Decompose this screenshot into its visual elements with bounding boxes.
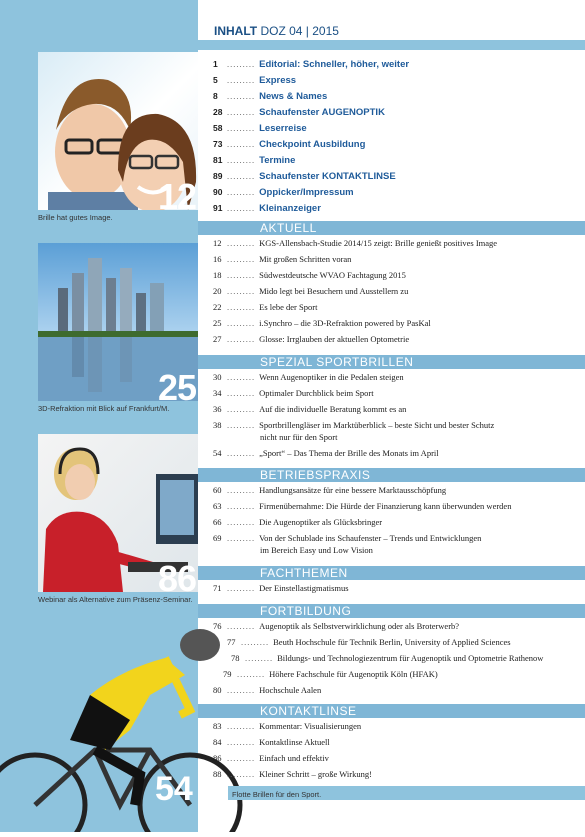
toc-entry[interactable] <box>213 769 585 785</box>
toc-title: Höhere Fachschule für Augenoptik Köln (HFAK) <box>269 669 438 679</box>
photo-caption: 3D-Refraktion mit Blick auf Frankfurt/M. <box>38 404 170 413</box>
toc-leader-dots: ......... <box>245 653 274 663</box>
toc-entry[interactable] <box>213 334 585 350</box>
toc-leader-dots: ......... <box>227 621 256 631</box>
toc-page-number: 54 <box>213 448 222 458</box>
toc-leader-dots: ......... <box>227 318 256 328</box>
toc-leader-dots: ......... <box>227 254 256 264</box>
toc-entry[interactable] <box>213 583 585 599</box>
toc-title: Wenn Augenoptiker in die Pedalen steigen <box>259 372 404 382</box>
toc-entry[interactable] <box>231 653 585 669</box>
toc-entry[interactable] <box>213 737 585 753</box>
toc-leader-dots: ......... <box>227 270 256 280</box>
toc-title: Es lebe der Sport <box>259 302 318 312</box>
toc-page-number: 25 <box>213 318 222 328</box>
toc-page-number: 79 <box>223 669 232 679</box>
toc-leader-dots: ......... <box>227 769 256 779</box>
toc-title: Kontaktlinse Aktuell <box>259 737 330 747</box>
toc-page-number: 30 <box>213 372 222 382</box>
section-title: SPEZIAL SPORTBRILLEN <box>260 355 414 369</box>
toc-page-number: 89 <box>213 171 223 181</box>
toc-entry[interactable] <box>213 318 585 334</box>
toc-entry[interactable] <box>213 388 585 404</box>
section-title: BETRIEBSPRAXIS <box>260 468 371 482</box>
toc-title: Schaufenster AUGENOPTIK <box>259 107 385 118</box>
toc-page-number: 58 <box>213 123 223 133</box>
photo-page-number: 54 <box>155 770 193 808</box>
photo-webinar <box>38 434 198 592</box>
photo-page-number: 12 <box>157 176 196 210</box>
toc-entry[interactable] <box>213 302 585 318</box>
toc-title: Bildungs- und Technologiezentrum für Augenoptik und Optometrie Rathenow <box>277 653 544 663</box>
toc-entry[interactable] <box>213 155 585 171</box>
toc-entry[interactable] <box>213 171 585 187</box>
toc-title: Südwestdeutsche WVAO Fachtagung 2015 <box>259 270 406 280</box>
toc-entry-continuation: nicht nur für den Sport <box>260 432 338 442</box>
toc-page-number: 20 <box>213 286 222 296</box>
toc-title: Firmenübernahme: Die Hürde der Finanzierung kann überwunden werden <box>259 501 512 511</box>
toc-title: „Sport“ – Das Thema der Brille des Monats im April <box>259 448 439 458</box>
toc-title: Einfach und effektiv <box>259 753 329 763</box>
toc-leader-dots: ......... <box>227 203 256 213</box>
toc-page-number: 36 <box>213 404 222 414</box>
toc-entry[interactable] <box>213 139 585 155</box>
toc-title: Oppicker/Impressum <box>259 187 354 198</box>
toc-entry[interactable] <box>213 187 585 203</box>
toc-title: Termine <box>259 155 296 166</box>
toc-title: Handlungsansätze für eine bessere Marktausschöpfung <box>259 485 447 495</box>
toc-leader-dots: ......... <box>227 448 256 458</box>
photo-caption: Webinar als Alternative zum Präsenz-Seminar. <box>38 595 193 604</box>
toc-page-number: 76 <box>213 621 222 631</box>
toc-title: Mido legt bei Besuchern und Ausstellern zu <box>259 286 409 296</box>
toc-entry[interactable] <box>213 404 585 420</box>
toc-page-number: 38 <box>213 420 222 430</box>
toc-title: Mit großen Schritten voran <box>259 254 352 264</box>
toc-title: News & Names <box>259 91 328 102</box>
toc-entry[interactable] <box>213 621 585 637</box>
toc-leader-dots: ......... <box>227 171 256 181</box>
toc-title: Kleinanzeiger <box>259 203 321 214</box>
toc-page-number: 60 <box>213 485 222 495</box>
toc-title: Leserreise <box>259 123 307 134</box>
toc-page-number: 78 <box>231 653 240 663</box>
toc-entry[interactable] <box>213 254 585 270</box>
photo-caption: Brille hat gutes Image. <box>38 213 113 222</box>
toc-entry[interactable] <box>213 270 585 286</box>
toc-title: Von der Schublade ins Schaufenster – Trends und Entwicklungen <box>259 533 482 543</box>
toc-entry[interactable] <box>213 753 585 769</box>
toc-leader-dots: ......... <box>227 404 256 414</box>
toc-title: Die Augenoptiker als Glücksbringer <box>259 517 383 527</box>
header-bar <box>198 40 585 50</box>
toc-leader-dots: ......... <box>227 155 256 165</box>
toc-entry[interactable] <box>213 372 585 388</box>
toc-title: Editorial: Schneller, höher, weiter <box>259 59 410 70</box>
photo-page-number: 25 <box>157 367 196 401</box>
toc-leader-dots: ......... <box>227 123 256 133</box>
toc-leader-dots: ......... <box>227 59 256 69</box>
toc-entry[interactable] <box>213 107 585 123</box>
section-title: AKTUELL <box>260 221 317 235</box>
toc-leader-dots: ......... <box>227 388 256 398</box>
toc-title: Glosse: Irrglauben der aktuellen Optometrie <box>259 334 410 344</box>
toc-entry-continuation: im Bereich Easy und Low Vision <box>260 545 373 555</box>
toc-page-number: 71 <box>213 583 222 593</box>
toc-leader-dots: ......... <box>227 517 256 527</box>
toc-page-number: 73 <box>213 139 223 149</box>
toc-page-number: 84 <box>213 737 222 747</box>
toc-leader-dots: ......... <box>241 637 270 647</box>
toc-page-number: 81 <box>213 155 223 165</box>
toc-entry[interactable] <box>213 91 585 107</box>
toc-title: Optimaler Durchblick beim Sport <box>259 388 374 398</box>
toc-leader-dots: ......... <box>227 721 256 731</box>
toc-leader-dots: ......... <box>227 583 256 593</box>
photo-page-number: 86 <box>157 558 196 592</box>
toc-entry[interactable] <box>213 286 585 302</box>
toc-page-number: 18 <box>213 270 222 280</box>
toc-title: Kleiner Schritt – große Wirkung! <box>259 769 372 779</box>
toc-title: Der Einstellastigmatismus <box>259 583 349 593</box>
toc-entry[interactable] <box>213 75 585 91</box>
toc-page-number: 22 <box>213 302 222 312</box>
toc-leader-dots: ......... <box>227 533 256 543</box>
toc-title: Express <box>259 75 297 86</box>
toc-entry[interactable] <box>213 721 585 737</box>
toc-entry[interactable] <box>213 59 585 75</box>
toc-leader-dots: ......... <box>227 75 256 85</box>
toc-entry[interactable] <box>213 448 585 464</box>
toc-title: Augenoptik als Selbstverwirklichung oder als Broterwerb? <box>259 621 460 631</box>
toc-title: KGS-Allensbach-Studie 2014/15 zeigt: Brille genießt positives Image <box>259 238 498 248</box>
section-title: FACHTHEMEN <box>260 566 348 580</box>
toc-title: Sportbrillengläser im Marktüberblick – beste Sicht und bester Schutz <box>259 420 495 430</box>
toc-page-number: 66 <box>213 517 222 527</box>
toc-page-number: 27 <box>213 334 222 344</box>
photo-caption: Flotte Brillen für den Sport. <box>232 790 322 799</box>
toc-leader-dots: ......... <box>227 286 256 296</box>
section-header <box>198 468 585 482</box>
toc-page-number: 16 <box>213 254 222 264</box>
toc-page-number: 80 <box>213 685 222 695</box>
toc-page-number: 83 <box>213 721 222 731</box>
toc-page-number: 63 <box>213 501 222 511</box>
toc-leader-dots: ......... <box>227 107 256 117</box>
toc-leader-dots: ......... <box>227 91 256 101</box>
toc-entry[interactable] <box>213 685 585 701</box>
toc-entry[interactable] <box>213 517 585 533</box>
toc-page-number: 34 <box>213 388 222 398</box>
toc-leader-dots: ......... <box>227 501 256 511</box>
section-title: FORTBILDUNG <box>260 604 352 618</box>
toc-page-number: 91 <box>213 203 223 213</box>
toc-leader-dots: ......... <box>227 685 256 695</box>
header-issue: DOZ 04 | 2015 <box>260 24 339 38</box>
section-title: KONTAKTLINSE <box>260 704 357 718</box>
toc-entry[interactable] <box>213 123 585 139</box>
toc-leader-dots: ......... <box>227 372 256 382</box>
section-header <box>198 604 585 618</box>
photo-couple <box>38 52 198 210</box>
toc-title: Beuth Hochschule für Technik Berlin, University of Applied Sciences <box>273 637 511 647</box>
toc-leader-dots: ......... <box>227 139 256 149</box>
toc-title: Schaufenster KONTAKTLINSE <box>259 171 396 182</box>
section-header <box>198 566 585 580</box>
toc-page-number: 69 <box>213 533 222 543</box>
toc-page-number: 90 <box>213 187 223 197</box>
toc-leader-dots: ......... <box>227 737 256 747</box>
toc-title: Hochschule Aalen <box>259 685 322 695</box>
header-label: INHALT <box>214 24 258 38</box>
toc-leader-dots: ......... <box>227 187 256 197</box>
toc-page-number: 8 <box>213 91 218 101</box>
toc-page-number: 28 <box>213 107 223 117</box>
toc-entry[interactable] <box>213 501 585 517</box>
toc-entry[interactable] <box>213 203 585 219</box>
page-header <box>214 24 339 38</box>
toc-title: Kommentar: Visualisierungen <box>259 721 362 731</box>
toc-entry[interactable] <box>213 485 585 501</box>
toc-page-number: 88 <box>213 769 222 779</box>
toc-leader-dots: ......... <box>227 334 256 344</box>
toc-page-number: 86 <box>213 753 222 763</box>
toc-page-number: 5 <box>213 75 218 85</box>
section-header <box>198 221 585 235</box>
toc-leader-dots: ......... <box>227 302 256 312</box>
section-header <box>198 355 585 369</box>
toc-title: Checkpoint Ausbildung <box>259 139 366 150</box>
toc-page-number: 12 <box>213 238 222 248</box>
toc-entry[interactable] <box>227 637 585 653</box>
toc-page-number: 1 <box>213 59 218 69</box>
toc-leader-dots: ......... <box>237 669 266 679</box>
toc-title: i.Synchro – die 3D-Refraktion powered by PasKal <box>259 318 431 328</box>
toc-page-number: 77 <box>227 637 236 647</box>
toc-entry[interactable] <box>223 669 585 685</box>
toc-leader-dots: ......... <box>227 753 256 763</box>
toc-entry[interactable] <box>213 238 585 254</box>
toc-leader-dots: ......... <box>227 485 256 495</box>
toc-title: Auf die individuelle Beratung kommt es an <box>259 404 407 414</box>
section-header <box>198 704 585 718</box>
photo-skyline <box>38 243 198 401</box>
toc-leader-dots: ......... <box>227 238 256 248</box>
toc-leader-dots: ......... <box>227 420 256 430</box>
